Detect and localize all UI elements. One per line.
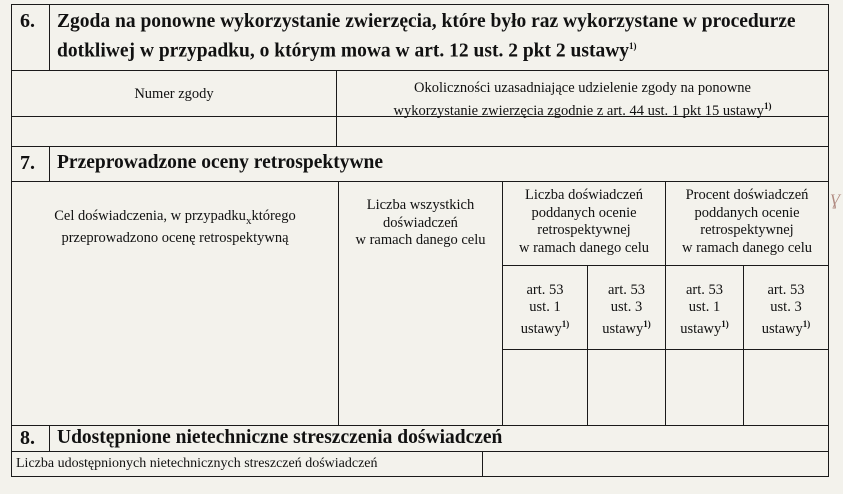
s7-header-cel-line1b: którego bbox=[251, 208, 296, 224]
s7-header-cel-mark: x bbox=[245, 214, 252, 227]
s7-col3-line2: poddanych ocenie bbox=[531, 204, 637, 221]
s7-sub1-line3: ustawy bbox=[520, 320, 562, 337]
s6-top-border bbox=[11, 4, 829, 5]
s7-col4-line2: poddanych ocenie bbox=[694, 204, 800, 221]
s7-header-liczba-poddanych bbox=[503, 187, 665, 257]
s7-sub-procent-ust1 bbox=[666, 282, 743, 338]
s7-header-cel bbox=[12, 208, 338, 248]
s7-col3-line4: w ramach danego celu bbox=[518, 239, 650, 256]
s7-liczba-ust3-field[interactable] bbox=[588, 350, 665, 425]
s7-sub3-line2: ust. 1 bbox=[688, 299, 721, 315]
s6-number-divider bbox=[49, 4, 50, 70]
s7-sub-liczba-ust1 bbox=[503, 282, 587, 338]
s7-title-bottom bbox=[11, 181, 829, 182]
section-6-title-line2: dotkliwej w przypadku, o którym mowa w art. 12 ust. 2 pkt 2 ustawy bbox=[57, 40, 630, 62]
s8-row-label: Liczba udostępnionych nietechnicznych streszczeń doświadczeń bbox=[16, 456, 378, 471]
s7-col3-line1: Liczba doświadczeń bbox=[525, 187, 643, 203]
s7-sub2-footnote: 1) bbox=[643, 319, 651, 329]
s7-col4-line3: retrospektywnej bbox=[700, 222, 794, 238]
s7-sub1-footnote: 1) bbox=[561, 319, 570, 329]
s7-header-cel-line1: Cel doświadczenia, w przypadku bbox=[54, 208, 246, 224]
s6-header-okolicznosci-line1: Okoliczności uzasadniające udzielenie zgody na ponowne bbox=[414, 80, 751, 96]
s7-sub2-line1: art. 53 bbox=[607, 282, 646, 298]
s7-procent-ust1-field[interactable] bbox=[666, 350, 743, 425]
s8-bottom-border bbox=[11, 476, 829, 477]
s7-sub4-line1: art. 53 bbox=[767, 282, 805, 298]
s7-subheader-top bbox=[502, 265, 829, 266]
s7-sub4-line2: ust. 3 bbox=[770, 299, 802, 315]
s6-header-okolicznosci bbox=[337, 80, 828, 120]
s7-col4-line1: Procent doświadczeń bbox=[685, 187, 809, 203]
s7-sub2-line3: ustawy bbox=[602, 320, 644, 337]
s7-liczba-wszystkich-field[interactable] bbox=[339, 266, 502, 425]
section-6-title bbox=[57, 10, 827, 64]
s7-procent-ust3-field[interactable] bbox=[744, 350, 828, 425]
s7-col2-line1: Liczba wszystkich bbox=[366, 197, 475, 213]
s7-cel-field[interactable] bbox=[12, 266, 338, 425]
s8-number-divider bbox=[49, 425, 50, 451]
s7-col2-line2: doświadczeń bbox=[383, 214, 458, 231]
s7-sub3-line1: art. 53 bbox=[685, 282, 724, 298]
s6-header-footnote: 1) bbox=[763, 100, 772, 111]
s7-sub4-footnote: 1) bbox=[802, 319, 811, 329]
s7-header-procent-poddanych bbox=[666, 187, 828, 257]
section-6-title-footnote: 1) bbox=[629, 41, 637, 51]
s7-sub1-line1: art. 53 bbox=[526, 282, 564, 298]
table-border-right bbox=[828, 4, 829, 476]
s7-col4-line4: w ramach danego celu bbox=[681, 239, 813, 256]
s7-sub3-line3: ustawy bbox=[680, 320, 722, 337]
section-6-number: 6. bbox=[20, 10, 35, 32]
s7-number-divider bbox=[49, 146, 50, 181]
s7-sub-liczba-ust3 bbox=[588, 282, 665, 338]
s6-okolicznosci-field[interactable] bbox=[337, 117, 828, 146]
s7-header-cel-line2: przeprowadzono ocenę retrospektywną bbox=[61, 230, 289, 247]
s7-col3-line3: retrospektywnej bbox=[537, 222, 631, 238]
section-8-title: Udostępnione nietechniczne streszczenia doświadczeń bbox=[57, 427, 503, 448]
s8-liczba-field[interactable] bbox=[483, 452, 828, 476]
section-7-title: Przeprowadzone oceny retrospektywne bbox=[57, 152, 384, 173]
s7-sub4-line3: ustawy bbox=[761, 320, 803, 337]
section-7-number: 7. bbox=[20, 152, 35, 174]
s6-header-numer-zgody-text: Numer zgody bbox=[134, 85, 214, 102]
s7-sub1-line2: ust. 1 bbox=[529, 299, 561, 315]
s7-top-border bbox=[11, 146, 829, 147]
section-8-number: 8. bbox=[20, 427, 35, 449]
s7-sub-procent-ust3 bbox=[744, 282, 828, 338]
s7-sub2-line2: ust. 3 bbox=[610, 299, 643, 315]
s7-liczba-ust1-field[interactable] bbox=[503, 350, 587, 425]
margin-pencil-mark: Ɣ bbox=[830, 192, 842, 209]
s6-header-numer-zgody bbox=[12, 71, 336, 116]
s7-sub3-footnote: 1) bbox=[721, 319, 729, 329]
s7-header-liczba-wszystkich bbox=[339, 197, 502, 250]
section-6-title-line1: Zgoda na ponowne wykorzystanie zwierzęcia, które było raz wykorzystane w procedurze bbox=[57, 11, 796, 32]
s7-col2-line3: w ramach danego celu bbox=[355, 232, 486, 248]
s6-numer-zgody-field[interactable] bbox=[12, 117, 336, 146]
s6-header-okolicznosci-line2: wykorzystanie zwierzęcia zgodnie z art. 44 ust. 1 pkt 15 ustawy bbox=[393, 102, 764, 119]
